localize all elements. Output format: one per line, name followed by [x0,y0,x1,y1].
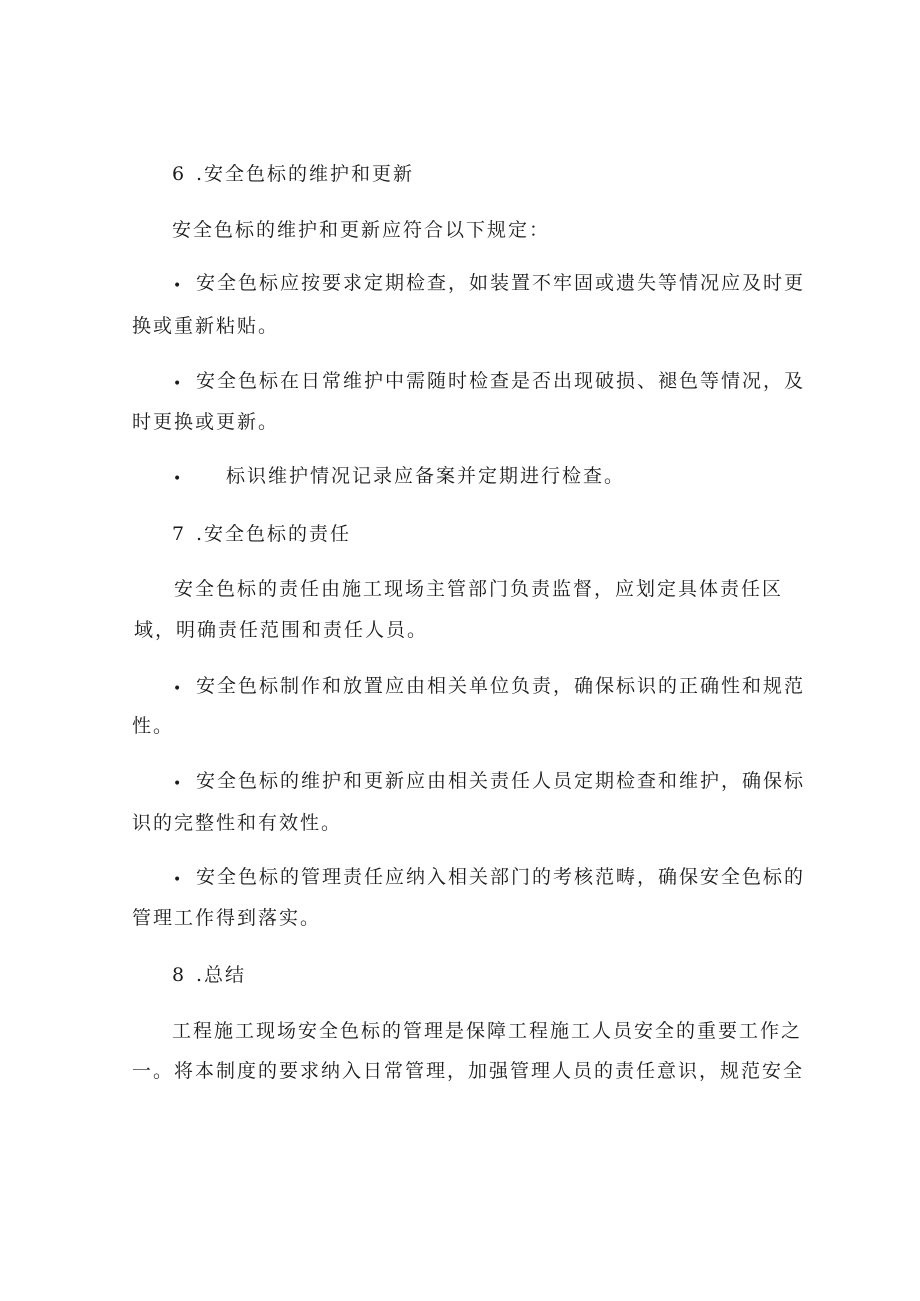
section8-number: 8 [172,964,187,986]
bullet-marker: • [173,471,182,487]
section7-bullet2-line1: 安全色标的维护和更新应由相关责任人员定期检查和维护，确保标 [196,770,806,792]
section7-bullet2-line2: 识的完整性和有效性。 [132,812,343,834]
section8-para-line2: 一。将本制度的要求纳入日常管理，加强管理人员的责任意识，规范安全 [132,1060,805,1082]
section7-intro-line2: 域，明确责任范围和责任人员。 [134,619,429,641]
section6-bullet1-line1: 安全色标应按要求定期检查，如装置不牢固或遗失等情况应及时更 [196,272,806,294]
section7-title: .安全色标的责任 [196,523,352,545]
section6-bullet1-line2: 换或重新粘贴。 [132,315,280,337]
section7-bullet3-line2: 管理工作得到落实。 [132,907,322,929]
section7-number: 7 [172,523,187,545]
section6-bullet2-line1: 安全色标在日常维护中需随时检查是否出现破损、褪色等情况，及 [196,370,806,392]
section7-bullet1-line1: 安全色标制作和放置应由相关单位负责，确保标识的正确性和规范 [196,675,806,697]
bullet-marker: • [173,278,182,294]
section8-para-line1: 工程施工现场安全色标的管理是保障工程施工人员安全的重要工作之 [172,1020,803,1042]
bullet-marker: • [173,776,182,792]
section7-bullet3-line1: 安全色标的管理责任应纳入相关部门的考核范畴，确保安全色标的 [196,866,806,888]
section6-bullet3-line1: 标识维护情况记录应备案并定期进行检查。 [226,465,626,487]
section6-bullet2-line2: 时更换或更新。 [132,411,280,433]
section6-number: 6 [172,163,187,185]
section6-title: .安全色标的维护和更新 [196,163,415,185]
bullet-marker: • [173,681,182,697]
section7-intro-line1: 安全色标的责任由施工现场主管部门负责监督，应划定具体责任区 [174,578,784,600]
section6-intro: 安全色标的维护和更新应符合以下规定： [172,219,551,241]
section7-bullet1-line2: 性。 [132,715,175,737]
bullet-marker: • [173,872,182,888]
bullet-marker: • [173,376,182,392]
section8-title: .总结 [196,964,247,986]
